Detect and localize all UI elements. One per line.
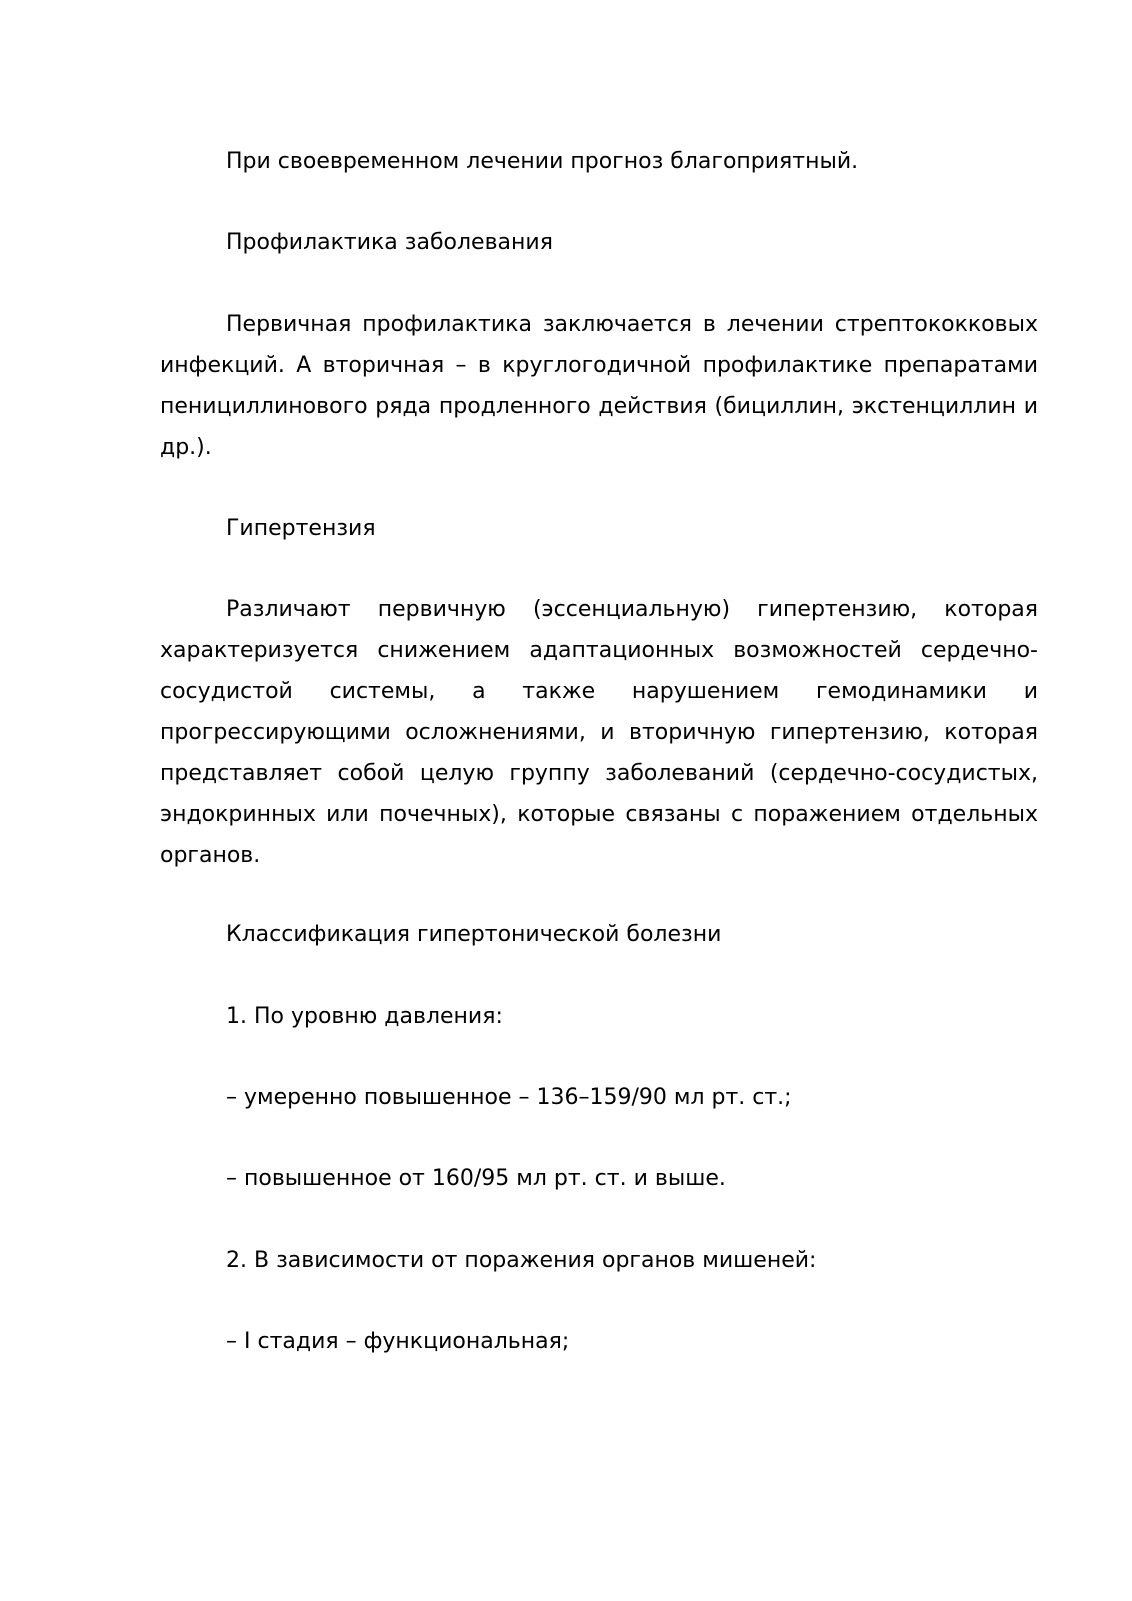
heading-prevention: Профилактика заболевания — [226, 230, 553, 255]
list-item-high: – повышенное от 160/95 мл рт. ст. и выше. — [226, 1166, 726, 1191]
list-item-target-organs: 2. В зависимости от поражения органов мишеней: — [226, 1248, 817, 1273]
paragraph-prognosis: При своевременном лечении прогноз благоприятный. — [226, 149, 859, 174]
list-item-moderate: – умеренно повышенное – 136–159/90 мл рт. ст.; — [226, 1085, 792, 1110]
heading-hypertension: Гипертензия — [226, 516, 376, 541]
paragraph-prevention: Первичная профилактика заключается в лечении стрептококковых инфекций. А вторичная – в круглогодичной профилактике препаратами пенициллинового ряда продленного действия (бициллин, экстенциллин и др.). — [160, 312, 1038, 460]
paragraph-hypertension: Различают первичную (эссенциальную) гипертензию, которая характеризуется снижением адаптационных возможностей сердечно-сосудистой системы, а также нарушением гемодинамики и прогрессирующими осложнениями, и вторичную гипертензию, которая представляет собой целую группу заболеваний (сердечно-сосудистых, эндокринных или почечных), которые связаны с поражением отдельных органов. — [160, 597, 1038, 868]
list-item-pressure-level: 1. По уровню давления: — [226, 1004, 503, 1029]
list-item-stage-one: – I стадия – функциональная; — [226, 1329, 570, 1354]
heading-classification: Классификация гипертонической болезни — [226, 922, 722, 947]
